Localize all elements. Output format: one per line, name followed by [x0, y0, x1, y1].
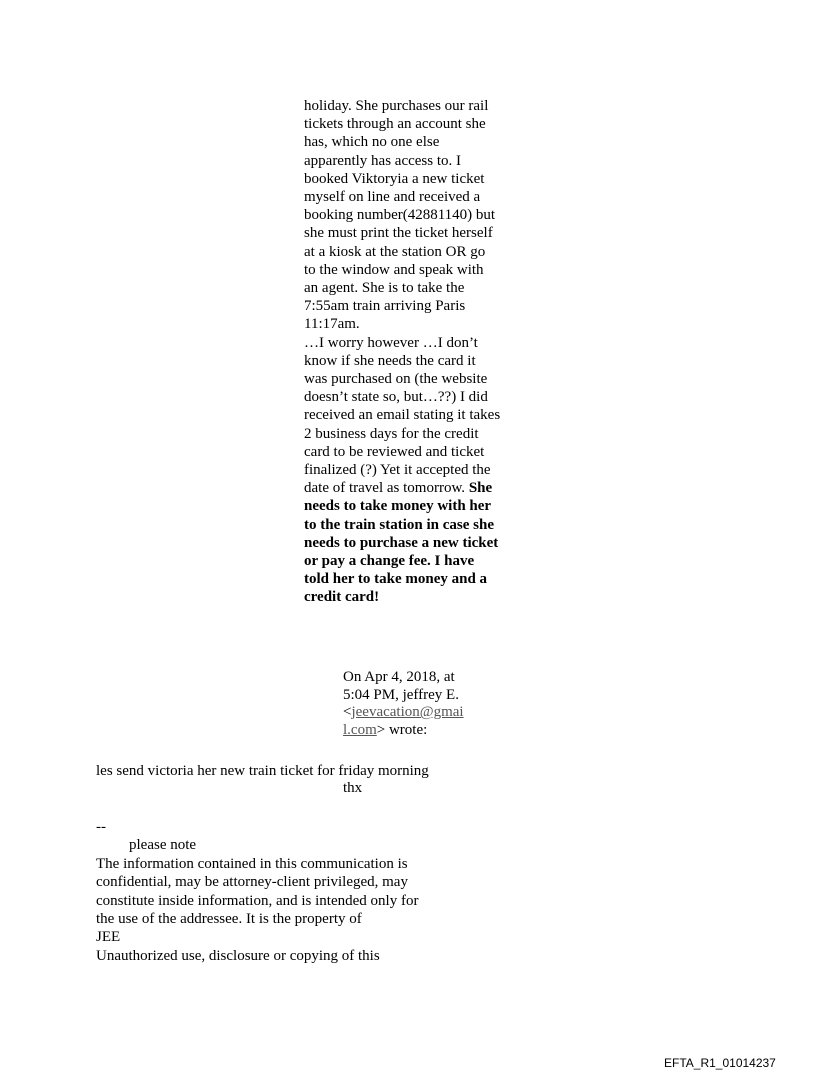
disclaimer-line: constitute inside information, and is intended only for: [96, 892, 419, 909]
body-line: she must print the ticket herself: [304, 225, 493, 242]
body-text-bold: She: [468, 480, 493, 497]
body-line: know if she needs the card it: [304, 352, 476, 369]
quote-email-line: [343, 704, 513, 722]
disclaimer-line: Unauthorized use, disclosure or copying of this: [96, 947, 380, 964]
body-line: …I worry however …I don’t: [304, 334, 478, 351]
quoted-message: [96, 762, 429, 780]
wrote-text: > wrote:: [376, 721, 428, 738]
email-body: [304, 97, 519, 607]
body-text-normal: date of travel as tomorrow.: [304, 480, 469, 497]
disclaimer-line: The information contained in this communication is: [96, 855, 408, 872]
body-line: 2 business days for the credit: [304, 425, 479, 442]
body-line: apparently has access to. I: [304, 152, 462, 169]
quoted-message-thx: [343, 779, 362, 797]
body-line: card to be reviewed and ticket: [304, 443, 485, 460]
body-line: an agent. She is to take the: [304, 280, 465, 297]
body-line-bold: needs to take money with her: [304, 498, 492, 515]
body-line: booked Viktoryia a new ticket: [304, 170, 485, 187]
body-line: 7:55am train arriving Paris: [304, 298, 466, 315]
body-line-bold: told her to take money and a: [304, 571, 488, 588]
lt-sign: <: [343, 704, 352, 720]
document-id: EFTA_R1_01014237: [664, 1056, 776, 1070]
signature-note: please note: [129, 837, 197, 854]
body-line-bold: credit card!: [304, 589, 380, 606]
body-line: was purchased on (the website: [304, 371, 488, 388]
body-line: doesn’t state so, but…??) I did: [304, 389, 488, 406]
signature-separator: --: [96, 819, 106, 835]
thx-text: thx: [343, 780, 363, 796]
body-line-bold: or pay a change fee. I have: [304, 553, 475, 570]
email-link-continued[interactable]: l.com: [343, 721, 377, 738]
disclaimer-line: confidential, may be attorney-client privileged, may: [96, 874, 408, 891]
body-line-bold: needs to purchase a new ticket: [304, 534, 499, 551]
body-line-mixed: [304, 479, 519, 497]
signature-block: [96, 818, 456, 965]
body-line: 11:17am.: [304, 316, 360, 333]
body-line: finalized (?) Yet it accepted the: [304, 462, 491, 479]
quote-header: [343, 669, 513, 739]
body-line: received an email stating it takes: [304, 407, 501, 424]
body-line: myself on line and received a: [304, 189, 481, 206]
email-link[interactable]: jeevacation@gmai: [351, 704, 464, 720]
disclaimer-line: JEE: [96, 929, 121, 946]
quote-email-line-2: [343, 722, 513, 740]
quote-date-line: On Apr 4, 2018, at: [343, 669, 455, 685]
quote-sender-line: 5:04 PM, jeffrey E.: [343, 686, 459, 703]
body-line-bold: to the train station in case she: [304, 516, 494, 533]
body-line: to the window and speak with: [304, 261, 484, 278]
body-line: at a kiosk at the station OR go: [304, 243, 486, 260]
body-line: has, which no one else: [304, 134, 440, 151]
body-line: booking number(42881140) but: [304, 207, 496, 224]
quoted-message-text: les send victoria her new train ticket for friday morning: [96, 763, 429, 779]
body-line: holiday. She purchases our rail: [304, 98, 489, 114]
disclaimer-line: the use of the addressee. It is the property of: [96, 911, 362, 928]
body-line: tickets through an account she: [304, 116, 486, 133]
